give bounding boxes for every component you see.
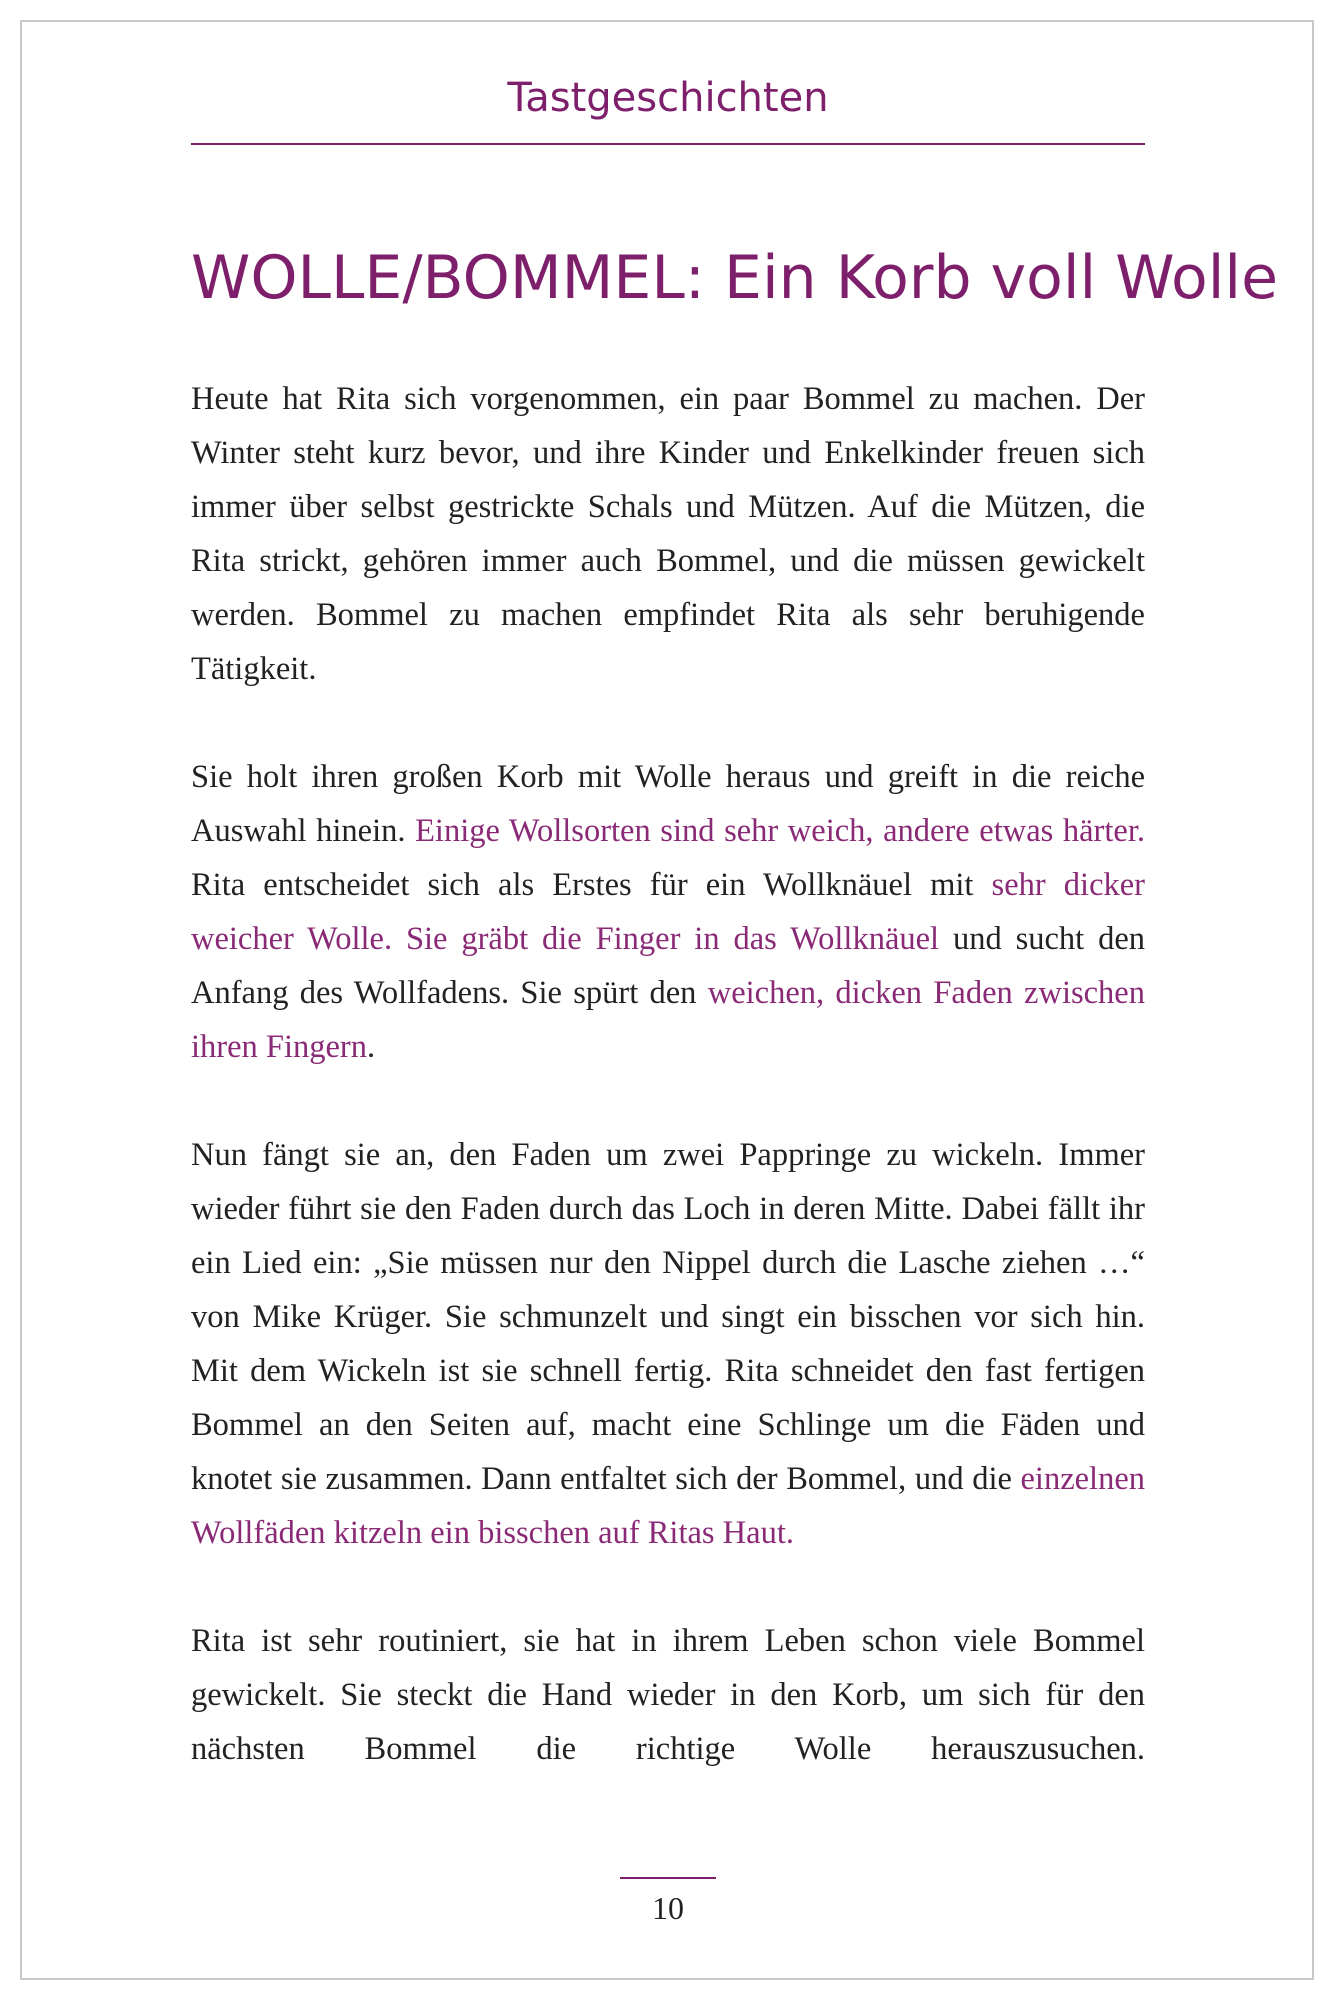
- paragraph-text: Rita ist sehr routiniert, sie hat in ihrem Leben schon viele Bommel gewickelt. Sie steckt die Hand wieder in den Korb, um sich für den nächsten Bommel die richtige Wolle herauszusuchen.: [191, 1623, 1145, 1767]
- header-divider: [191, 143, 1145, 145]
- paragraph-3: [191, 1128, 1145, 1560]
- footer-divider: [620, 1877, 716, 1879]
- paragraph-text: Heute hat Rita sich vorgenommen, ein paar Bommel zu machen. Der Winter steht kurz bevor, und ihre Kinder und Enkelkinder freuen sich immer über selbst gestrickte Schals und Mützen. Auf die Mützen, die Rita strickt, gehören immer auch Bommel, und die müssen gewickelt werden. Bommel zu machen empfindet Rita als sehr beruhigende Tätigkeit.: [191, 381, 1145, 687]
- paragraph-text: .: [367, 1029, 376, 1065]
- paragraph-2: [191, 750, 1145, 1074]
- running-header: Tastgeschichten: [507, 75, 829, 121]
- paragraph-4: [191, 1614, 1145, 1776]
- paragraph-text: Rita entscheidet sich als Erstes für ein Wollknäuel mit: [191, 867, 992, 903]
- highlighted-text: sehr dicker weicher Wolle. Sie gräbt die Finger in das Wollknäuel: [191, 867, 1145, 957]
- highlighted-text: Einige Wollsorten sind sehr weich, andere etwas härter.: [415, 813, 1145, 849]
- page-number: 10: [652, 1890, 684, 1926]
- paragraph-text: Sie holt ihren großen Korb mit Wolle heraus und greift in die reiche Auswahl hinein.: [191, 759, 1145, 849]
- highlighted-text: einzelnen Wollfäden kitzeln ein bisschen auf Ritas Haut.: [191, 1461, 1145, 1551]
- highlighted-text: weichen, dicken Faden zwischen ihren Fingern: [191, 975, 1145, 1065]
- chapter-title: WOLLE/BOMMEL: Ein Korb voll Wolle: [191, 243, 1279, 313]
- paragraph-text: Nun fängt sie an, den Faden um zwei Pappringe zu wickeln. Immer wieder führt sie den Faden durch das Loch in deren Mitte. Dabei fällt ihr ein Lied ein: „Sie müssen nur den Nippel durch die Lasche ziehen …“ von Mike Krüger. Sie schmunzelt und singt ein bisschen vor sich hin. Mit dem Wickeln ist sie schnell fertig. Rita schneidet den fast fertigen Bommel an den Seiten auf, macht eine Schlinge um die Fäden und knotet sie zusammen. Dann entfaltet sich der Bommel, und die: [191, 1137, 1145, 1497]
- story-text: [191, 372, 1145, 1830]
- paragraph-text: und sucht den Anfang des Wollfadens. Sie spürt den: [191, 921, 1145, 1011]
- paragraph-1: [191, 372, 1145, 696]
